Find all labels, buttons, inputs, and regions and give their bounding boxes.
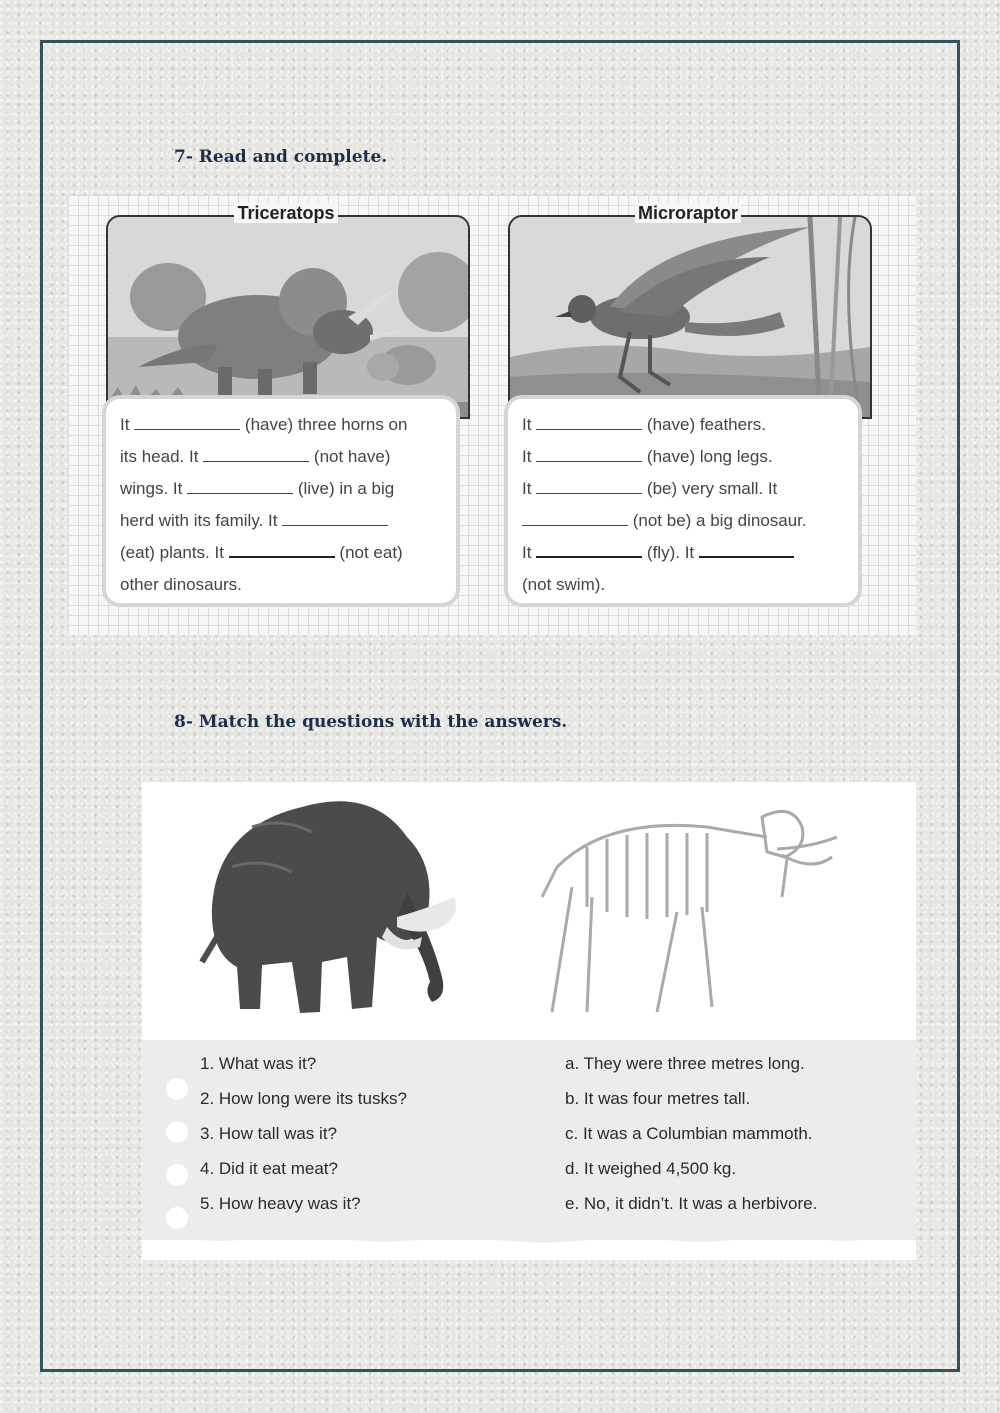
- exercise-8-panel: [142, 782, 916, 1260]
- triceratops-text: [102, 395, 460, 607]
- mammoth-illustration: [192, 787, 492, 1032]
- blank[interactable]: [187, 479, 293, 494]
- fill-line: It (have) feathers.: [522, 415, 766, 434]
- blank[interactable]: [134, 415, 240, 430]
- match-circle[interactable]: [166, 1121, 188, 1143]
- answer-d: d. It weighed 4,500 kg.: [565, 1159, 737, 1178]
- fill-line: herd with its family. It: [120, 505, 442, 537]
- exercise-7-panel: [68, 195, 916, 635]
- microraptor-title: Microraptor: [508, 203, 868, 224]
- answer-e: e. No, it didn’t. It was a herbivore.: [565, 1194, 818, 1213]
- blank[interactable]: [536, 447, 642, 462]
- fill-line: It (have) three horns on: [120, 415, 408, 434]
- mammoth-skeleton-illustration: [527, 787, 847, 1032]
- microraptor-illustration: [508, 215, 872, 419]
- triceratops-title: Triceratops: [106, 203, 466, 224]
- blank[interactable]: [536, 479, 642, 494]
- blank[interactable]: [203, 447, 309, 462]
- fill-line: It (be) very small. It: [522, 479, 778, 498]
- question-4: 4. Did it eat meat?: [200, 1159, 338, 1178]
- match-circle[interactable]: [166, 1207, 188, 1229]
- torn-edge: [142, 1232, 916, 1246]
- triceratops-card: [106, 203, 466, 615]
- fill-line: (eat) plants. It (not eat): [120, 543, 403, 562]
- question-3: 3. How tall was it?: [200, 1124, 337, 1143]
- blank[interactable]: [522, 511, 628, 526]
- answer-b: b. It was four metres tall.: [565, 1089, 751, 1108]
- fill-line: (not swim).: [522, 575, 606, 594]
- fill-line: other dinosaurs.: [120, 575, 242, 594]
- fill-line: wings. It (live) in a big: [120, 479, 395, 498]
- triceratops-illustration: [106, 215, 470, 419]
- fill-line: It (fly). It: [522, 537, 844, 569]
- question-5: 5. How heavy was it?: [200, 1194, 361, 1213]
- microraptor-card: [508, 203, 868, 615]
- question-2: 2. How long were its tusks?: [200, 1089, 407, 1108]
- answer-c: c. It was a Columbian mammoth.: [565, 1124, 813, 1143]
- exercise-8-heading: 8- Match the questions with the answers.: [174, 712, 568, 732]
- fill-line: (not be) a big dinosaur.: [522, 505, 844, 537]
- match-circle[interactable]: [166, 1164, 188, 1186]
- blank[interactable]: [536, 542, 642, 558]
- exercise-7-heading: 7- Read and complete.: [174, 147, 388, 167]
- blank[interactable]: [282, 511, 388, 526]
- fill-line: It (have) long legs.: [522, 447, 773, 466]
- fill-line: its head. It (not have): [120, 447, 391, 466]
- answer-a: a. They were three metres long.: [565, 1054, 805, 1073]
- match-circle[interactable]: [166, 1078, 188, 1100]
- microraptor-text: [504, 395, 862, 607]
- question-answer-panel: [142, 1040, 916, 1240]
- blank[interactable]: [536, 415, 642, 430]
- blank[interactable]: [229, 542, 335, 558]
- question-1: 1. What was it?: [200, 1054, 317, 1073]
- blank[interactable]: [699, 542, 794, 558]
